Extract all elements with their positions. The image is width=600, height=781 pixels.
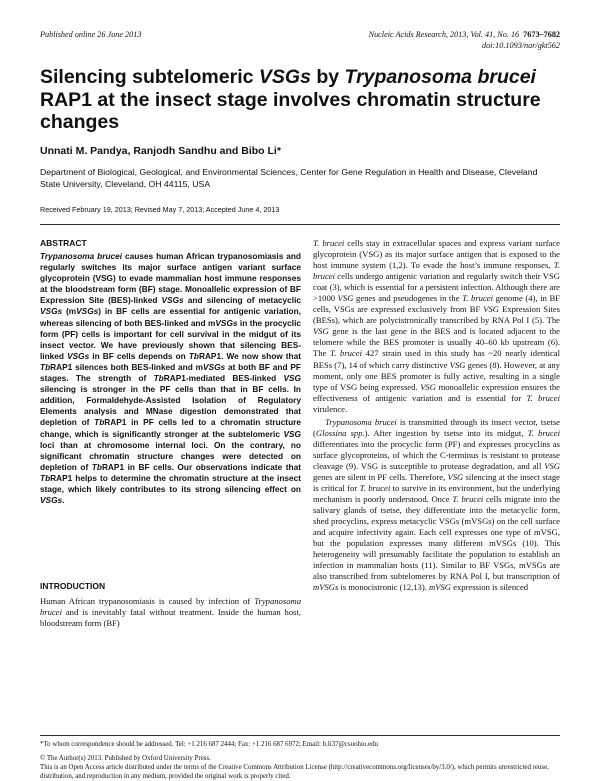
received-dates: Received February 19, 2013; Revised May 7, 2013; Accepted June 4, 2013 xyxy=(40,205,280,214)
introduction-heading: INTRODUCTION xyxy=(40,581,106,591)
authors: Unnati M. Pandya, Ranjodh Sandhu and Bibo Li* xyxy=(40,145,281,157)
abstract-body: Trypanosoma brucei causes human African trypanosomiasis and regularly switches its major surface antigen variant surface glycoprotein (VSG) to evade mammalian host immune responses at the bloodstream form (BF) stage. Monoallelic expression of BF Expression Site (BES)-linked VSGs and silencing of metacyclic VSGs (mVSGs) in BF cells are essential for antigenic variation, whereas silencing of both BES-linked and mVSGs in the procyclic form (PF) cells is important for cell survival in the midgut of its insect vector. We have previously shown that silencing BES-linked VSGs in BF cells depends on TbRAP1. We now show that TbRAP1 silences both BES-linked and mVSGs at both BF and PF stages. The strength of TbRAP1-mediated BES-linked VSG silencing is stronger in the PF cells than that in BF cells. In addition, Formaldehyde-Assisted Isolation of Regulatory Elements analysis and MNase digestion demonstrated that depletion of TbRAP1 in PF cells led to a chromatin structure change, which is significantly stronger at the subtelomeric VSG loci than at chromosome internal loci. On the contrary, no significant chromatin structure changes were detected on depletion of TbRAP1 in BF cells. Our observations indicate that TbRAP1 helps to determine the chromatin structure at the insect stage, which likely contributes to its strong silencing effect on VSGs. xyxy=(40,251,301,506)
introduction-body: Human African trypanosomiasis is caused by infection of Trypanosoma brucei and is inevitably fatal without treatment. Inside the human host, bloodstream form (BF) xyxy=(40,596,301,629)
correspondence-note: *To whom correspondence should be addressed. Tel: +1 216 687 2444; Fax: +1 216 687 6972; Email: b.li37@csuohio.edu xyxy=(40,741,378,748)
journal-header xyxy=(369,30,560,51)
right-column xyxy=(313,238,560,594)
title-part: by xyxy=(310,66,345,88)
copyright-line: © The Author(s) 2013. Published by Oxford University Press. xyxy=(40,755,211,762)
license-note: This is an Open Access article distributed under the terms of the Creative Commons Attribution License (http://creativecommons.org/licenses/by/3.0/), which permits unrestricted reuse, distribution, and reproduction in any medium, provided the original work is properly cited. xyxy=(40,764,549,780)
affiliation: Department of Biological, Geological, and Environmental Sciences, Center for Gene Regulation in Health and Disease, Cleveland State University, Cleveland, OH 44115, USA xyxy=(40,167,538,189)
title-part: Silencing subtelomeric xyxy=(40,66,259,88)
title-part: Trypanosoma brucei xyxy=(344,66,536,88)
article-title xyxy=(40,66,570,134)
paragraph: T. brucei cells stay in extracellular spaces and express variant surface glycoprotein (VSG) as its major surface antigen that is exposed to the host immune system (1,2). To evade the host’s immune responses, T. brucei cells undergo antigenic variation and regularly switch their VSG coat (3), which is essential for a persistent infection. Although there are >1000 VSG genes and pseudogenes in the T. brucei genome (4), in BF cells, VSGs are expressed exclusively from BF VSG Expression Sites (BESs), which are polycistronically transcribed by RNA Pol I (5). The VSG gene is the last gene in the BES and is located adjacent to the telomere while the BES promoter is usually 40–60 kb upstream (6). The T. brucei 427 strain used in this study has ~20 nearly identical BESs (7), 14 of which carry distinctive VSG genes (8). However, at any moment, only one BES promoter is fully active, resulting in a single type of VSG being expressed. VSG monoallelic expression ensures the effectiveness of antigenic variation and is essential for T. brucei virulence. xyxy=(313,238,561,414)
title-part: VSGs xyxy=(258,66,311,88)
page-range: 7673–7682 xyxy=(523,30,560,39)
paragraph: Trypanosoma brucei is transmitted through its insect vector, tsetse (Glossina spp.). After ingestion by tsetse into its midgut, T. brucei differentiates into the procyclic form (PF) and expresses procyclins as surface glycoproteins, of which the C-terminus is resistant to protease cleavage (9). VSG is susceptible to protease degradation, and all VSG genes are silent in PF cells. Therefore, VSG silencing at the insect stage is critical for T. brucei to survive in its environment, but the underlying mechanism is poorly understood. Once T. brucei cells migrate into the salivary glands of tsetse, they differentiate into the metacyclic form, shed procyclins, express metacyclic VSGs (mVSGs) on the cell surface and acquire infectivity again. Each cell expresses one type of mVSG, but the population expresses many different mVSGs (10). This heterogeneity will presumably facilitate the population to establish an infection in mammalian hosts (11). Similar to BF VSGs, mVSGs are also transcribed from subtelomeres by RNA Pol I, but transcription of mVSGs is monocistronic (12,13). mVSG expression is silenced xyxy=(313,416,560,593)
header-divider xyxy=(40,224,560,225)
footnote-divider xyxy=(40,735,560,736)
doi: doi:10.1093/nar/gkt562 xyxy=(481,40,560,50)
abstract-heading: ABSTRACT xyxy=(40,238,87,248)
journal-citation: Nucleic Acids Research, 2013, Vol. 41, No. 16 xyxy=(368,30,520,39)
published-date: Published online 26 June 2013 xyxy=(40,30,142,39)
title-part: RAP1 at the insect stage involves chromatin structure changes xyxy=(40,88,541,133)
